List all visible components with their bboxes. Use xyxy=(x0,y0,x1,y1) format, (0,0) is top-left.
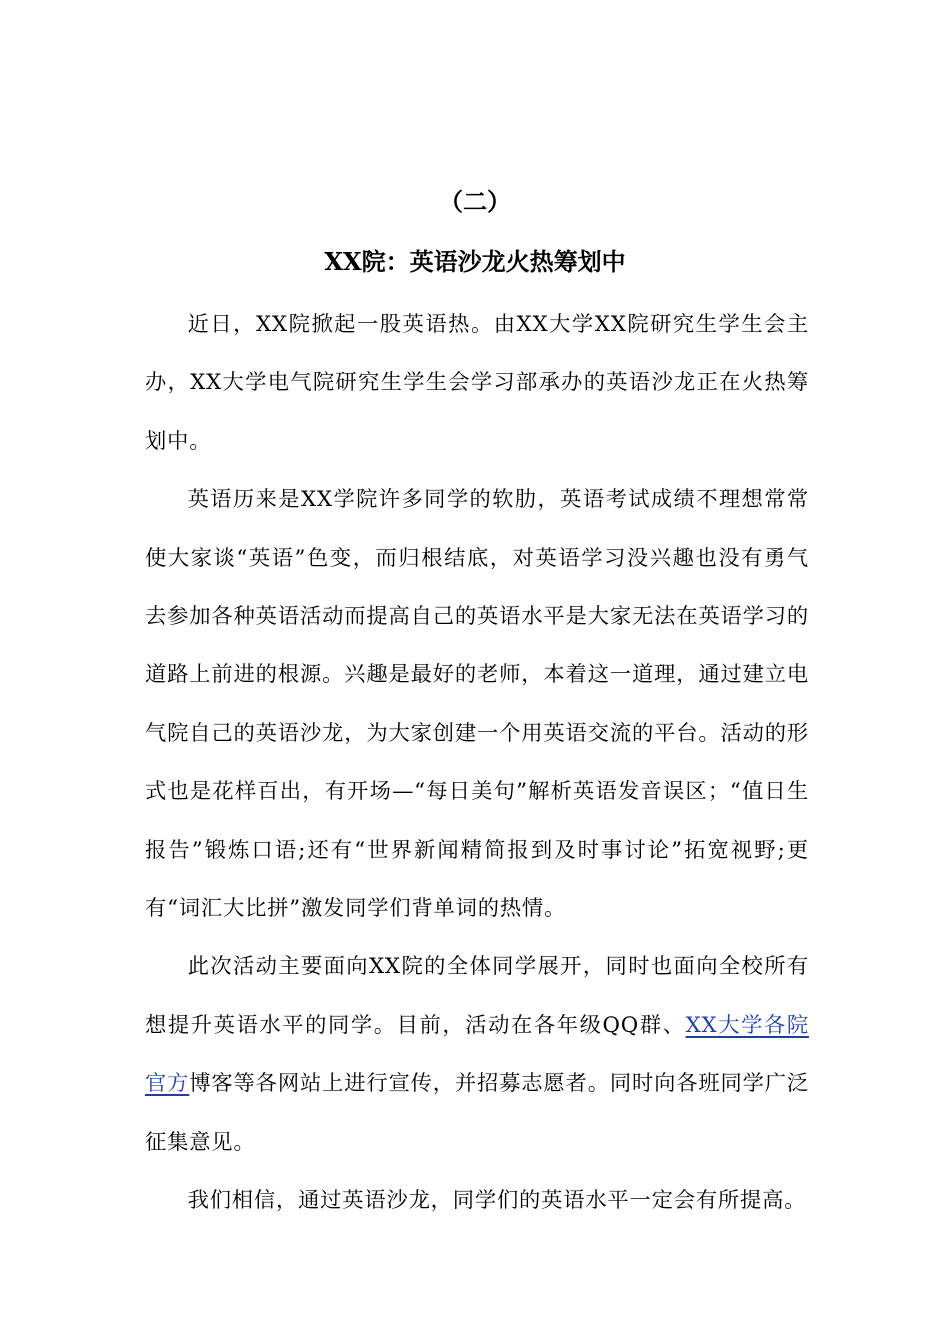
paragraph-background: 英语历来是XX学院许多同学的软肋，英语考试成绩不理想常常使大家谈“英语”色变，而归根结底，对英语学习没兴趣也没有勇气去参加各种英语活动而提高自己的英语水平是大家无法在英语学习的道路上前进的根源。兴趣是最好的老师，本着这一道理，通过建立电气院自己的英语沙龙，为大家创建一个用英语交流的平台。活动的形式也是花样百出，有开场—“每日美句”解析英语发音误区；“值日生报告”锻炼口语;还有“世界新闻精简报到及时事讨论”拓宽视野;更有“词汇大比拼”激发同学们背单词的热情。 xyxy=(145,487,809,922)
official-blog-link[interactable]: XX大学各院官方 xyxy=(145,1012,810,1097)
document-body xyxy=(145,296,809,1231)
paragraph-conclusion: 我们相信，通过英语沙龙，同学们的英语水平一定会有所提高。 xyxy=(187,1188,807,1214)
paragraph-promotion xyxy=(145,938,809,1172)
paragraph-promotion-text-start: 此次活动主要面向XX院的全体同学展开，同时也面向全校所有想提升英语水平的同学。目前，活动在各年级QQ群、 xyxy=(145,954,809,1038)
paragraph-promotion-text-end: 博客等各网站上进行宣传，并招募志愿者。同时向各班同学广泛征集意见。 xyxy=(145,1071,810,1155)
document-title: XX院：英语沙龙火热筹划中 xyxy=(324,247,626,276)
paragraph-intro: 近日，XX院掀起一股英语热。由XX大学XX院研究生学生会主办，XX大学电气院研究生学生会学习部承办的英语沙龙正在火热筹划中。 xyxy=(145,312,809,454)
section-number: （二） xyxy=(439,187,511,216)
